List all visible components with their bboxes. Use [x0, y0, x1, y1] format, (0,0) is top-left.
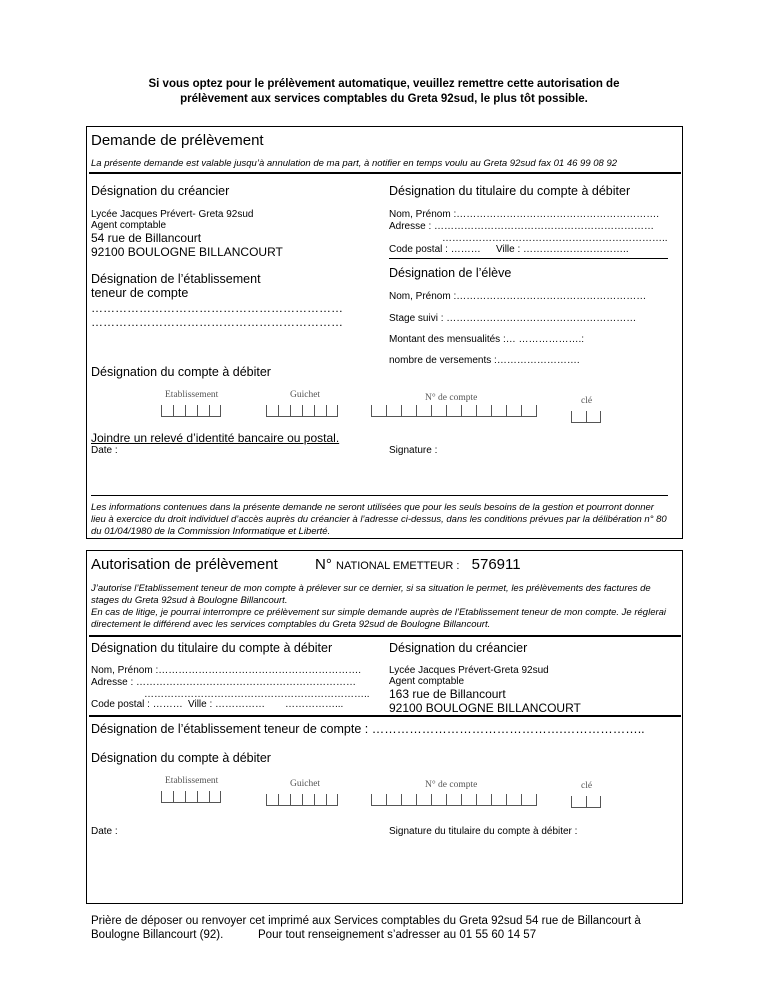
eleve-versements-field[interactable]: nombre de versements :……………………. — [389, 355, 580, 366]
footer-line-2b: Pour tout renseignement s’adresser au 01 55 60 14 57 — [258, 929, 537, 941]
creancier-name: Lycée Jacques Prévert- Greta 92sud — [91, 209, 254, 220]
etablissement-heading-1: Désignation de l’établissement — [91, 272, 261, 286]
signature-label: Signature : — [389, 445, 438, 456]
creancier-role: Agent comptable — [91, 220, 167, 231]
auto-compte-heading: Désignation du compte à débiter — [91, 751, 271, 765]
signature-area-divider — [91, 495, 668, 496]
auto-creancier-city: 92100 BOULOGNE BILLANCOURT — [389, 701, 581, 715]
rib-boxes[interactable] — [571, 796, 601, 808]
footer-line-2a: Boulogne Billancourt (92). — [91, 929, 224, 941]
rib-label: Guichet — [290, 390, 321, 400]
rib-label: Etablissement — [165, 776, 219, 786]
emetteur-number: 576911 — [471, 556, 521, 573]
joindre-rib-note — [91, 431, 339, 445]
rib-boxes[interactable] — [161, 405, 221, 417]
auto-creancier-role: Agent comptable — [389, 676, 465, 687]
emetteur-label: NATIONAL EMETTEUR : — [336, 560, 460, 572]
emetteur-block — [315, 556, 521, 573]
auto-titulaire-adresse-field[interactable]: Adresse : ………………………………………………………… — [91, 677, 357, 688]
titulaire-nom-field[interactable]: Nom, Prénom :……………………………………………………. — [389, 209, 660, 220]
rib-boxes[interactable] — [371, 794, 537, 806]
date-label: Date : — [91, 445, 118, 456]
auto-titulaire-adresse-line2[interactable]: ………………………………………………………….. — [144, 689, 370, 700]
rib-boxes[interactable] — [266, 405, 338, 417]
auto-titulaire-cp-field[interactable]: Code postal : ……… — [91, 699, 183, 710]
rib-label: clé — [581, 781, 593, 791]
rib-label: clé — [581, 396, 593, 406]
rib-boxes[interactable] — [266, 794, 338, 806]
demande-title: Demande de prélèvement — [91, 132, 264, 149]
rib-label: N° de compte — [425, 393, 478, 403]
creancier-street: 54 rue de Billancourt — [91, 231, 202, 245]
etablissement-field-2[interactable]: ……………………………………………………… — [91, 315, 343, 329]
eleve-heading: Désignation de l’élève — [389, 266, 512, 280]
rib-boxes[interactable] — [571, 411, 601, 423]
joindre-rib-text: Joindre un relevé d’identité bancaire ou postal. — [91, 431, 340, 445]
titulaire-heading: Désignation du titulaire du compte à débiter — [389, 184, 631, 198]
titulaire-cp-field[interactable]: Code postal : ……… — [389, 244, 481, 255]
rib-label: Guichet — [290, 779, 321, 789]
auto-titulaire-ville-dots[interactable]: ……………... — [285, 699, 344, 710]
eleve-nom-field[interactable]: Nom, Prénom :………………………………………………… — [389, 291, 647, 302]
titulaire-ville-field[interactable]: Ville : ………………………….. — [496, 244, 629, 255]
eleve-montant-field[interactable]: Montant des mensualités :… ……………….: — [389, 334, 585, 345]
etablissement-field-1[interactable]: ……………………………………………………… — [91, 301, 343, 315]
creancier-heading: Désignation du créancier — [91, 184, 230, 198]
emetteur-prefix: N° — [315, 556, 332, 573]
demande-validity-note: La présente demande est valable jusqu’à annulation de ma part, à notifier en temps voulu au Greta 92sud fax 01 46 99 08 92 — [91, 158, 618, 169]
creancier-city: 92100 BOULOGNE BILLANCOURT — [91, 245, 283, 259]
compte-heading: Désignation du compte à débiter — [91, 365, 271, 379]
auto-creancier-name: Lycée Jacques Prévert-Greta 92sud — [389, 665, 549, 676]
auto-signature-label: Signature du titulaire du compte à débiter : — [389, 826, 578, 837]
divider — [89, 172, 681, 174]
rib-boxes[interactable] — [161, 791, 221, 803]
auto-creancier-street: 163 rue de Billancourt — [389, 687, 506, 701]
rib-label: Etablissement — [165, 390, 219, 400]
auto-titulaire-nom-field[interactable]: Nom, Prénom :……………………………………………………. — [91, 665, 362, 676]
intro-notice — [0, 77, 768, 107]
titulaire-adresse-line2[interactable]: ………………………………………………………….. — [442, 233, 668, 244]
etablissement-heading-2: teneur de compte — [91, 286, 189, 300]
titulaire-adresse-field[interactable]: Adresse : ………………………………………………………… — [389, 221, 655, 232]
intro-line-2: prélèvement aux services comptables du Greta 92sud, le plus tôt possible. — [180, 93, 588, 105]
divider — [89, 635, 681, 637]
autorisation-text-2: En cas de litige, je pourrai interrompre ce prélèvement sur simple demande auprès de l’Etablissement teneur de mon compte. Je réglerai directement le différend avec les services comptables du Greta 92sud de Boulogne Billancourt. — [91, 607, 667, 630]
divider — [389, 258, 668, 259]
auto-titulaire-heading: Désignation du titulaire du compte à débiter — [91, 641, 333, 655]
intro-line-1: Si vous optez pour le prélèvement automatique, veuillez remettre cette autorisation de — [148, 78, 620, 90]
rib-label: N° de compte — [425, 780, 478, 790]
auto-date-label: Date : — [91, 826, 118, 837]
divider — [89, 715, 681, 717]
cnil-notice: Les informations contenues dans la présente demande ne seront utilisées que pour les seuls besoins de la gestion et pourront donner lieu à exercice du droit individuel d’accès auprès du créancier à l’adresse ci-dessus, dans les conditions prévues par la délibération n° 80 du 01/04/1980 de la Commission Informatique et Liberté. — [91, 502, 667, 537]
auto-etablissement-field[interactable]: Désignation de l’établissement teneur de compte : ……………………………………….……………….. — [91, 722, 645, 736]
autorisation-text-1: J’autorise l’Etablissement teneur de mon compte à prélever sur ce dernier, si sa situation le permet, les prélèvements des factures de stages du Greta 92sud à Boulogne Billancourt. — [91, 583, 651, 606]
auto-titulaire-ville-field[interactable]: Ville : …………… — [188, 699, 266, 710]
autorisation-title: Autorisation de prélèvement — [91, 556, 278, 573]
rib-boxes[interactable] — [371, 405, 537, 417]
footer-line-1: Prière de déposer ou renvoyer cet imprimé aux Services comptables du Greta 92sud 54 rue de Billancourt à — [91, 915, 641, 927]
auto-creancier-heading: Désignation du créancier — [389, 641, 528, 655]
eleve-stage-field[interactable]: Stage suivi : ………………………………………………… — [389, 313, 637, 324]
